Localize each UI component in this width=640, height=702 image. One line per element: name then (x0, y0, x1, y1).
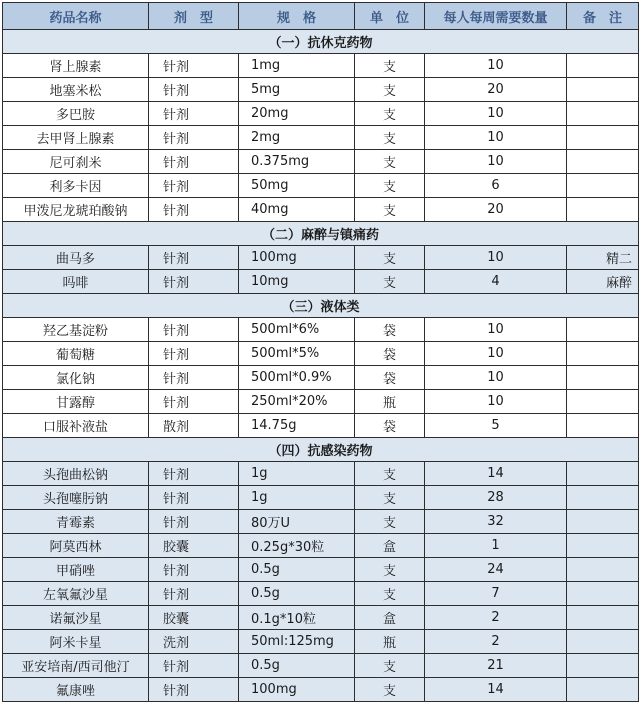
cell-form: 针剂 (149, 174, 239, 198)
cell-qty: 10 (425, 102, 567, 126)
table-row (3, 174, 639, 198)
table-row (3, 510, 639, 534)
cell-spec: 0.375mg (239, 150, 355, 174)
section-title: （三）液体类 (3, 294, 639, 318)
cell-unit: 支 (355, 582, 425, 606)
table-row (3, 678, 639, 702)
cell-unit: 瓶 (355, 390, 425, 414)
cell-note (567, 366, 639, 390)
header-form: 剂 型 (149, 3, 239, 30)
cell-name: 阿米卡星 (3, 630, 149, 654)
cell-note (567, 54, 639, 78)
cell-unit: 瓶 (355, 630, 425, 654)
cell-form: 针剂 (149, 678, 239, 702)
cell-spec: 0.5g (239, 558, 355, 582)
cell-spec: 500ml*5% (239, 342, 355, 366)
cell-form: 针剂 (149, 462, 239, 486)
cell-form: 针剂 (149, 102, 239, 126)
cell-note (567, 342, 639, 366)
cell-note (567, 630, 639, 654)
table-row (3, 78, 639, 102)
cell-note (567, 318, 639, 342)
cell-spec: 80万U (239, 510, 355, 534)
cell-name: 肾上腺素 (3, 54, 149, 78)
cell-form: 针剂 (149, 342, 239, 366)
cell-name: 甲硝唑 (3, 558, 149, 582)
cell-spec: 14.75g (239, 414, 355, 438)
cell-note: 精二 (567, 246, 639, 270)
table-row (3, 462, 639, 486)
cell-qty: 1 (425, 534, 567, 558)
cell-name: 氯化钠 (3, 366, 149, 390)
table-row (3, 126, 639, 150)
header-qty: 每人每周需要数量 (425, 3, 567, 30)
cell-unit: 支 (355, 78, 425, 102)
cell-form: 针剂 (149, 366, 239, 390)
cell-spec: 500ml*0.9% (239, 366, 355, 390)
cell-form: 针剂 (149, 390, 239, 414)
cell-form: 针剂 (149, 654, 239, 678)
table-row (3, 558, 639, 582)
cell-form: 针剂 (149, 198, 239, 222)
cell-note (567, 558, 639, 582)
cell-unit: 支 (355, 270, 425, 294)
cell-form: 针剂 (149, 54, 239, 78)
cell-note (567, 102, 639, 126)
cell-note (567, 510, 639, 534)
section-title: （四）抗感染药物 (3, 438, 639, 462)
cell-name: 曲马多 (3, 246, 149, 270)
cell-note (567, 78, 639, 102)
cell-form: 针剂 (149, 270, 239, 294)
header-unit: 单 位 (355, 3, 425, 30)
cell-qty: 10 (425, 342, 567, 366)
cell-form: 针剂 (149, 582, 239, 606)
drug-table (2, 2, 639, 702)
cell-spec: 1g (239, 486, 355, 510)
cell-qty: 10 (425, 390, 567, 414)
table-row (3, 150, 639, 174)
cell-name: 尼可刹米 (3, 150, 149, 174)
cell-name: 吗啡 (3, 270, 149, 294)
header-row (3, 3, 639, 30)
header-name: 药品名称 (3, 3, 149, 30)
cell-form: 针剂 (149, 558, 239, 582)
cell-qty: 14 (425, 462, 567, 486)
table-row (3, 198, 639, 222)
table-row (3, 630, 639, 654)
cell-spec: 50mg (239, 174, 355, 198)
cell-name: 阿莫西林 (3, 534, 149, 558)
cell-name: 口服补液盐 (3, 414, 149, 438)
cell-unit: 袋 (355, 366, 425, 390)
cell-name: 头孢曲松钠 (3, 462, 149, 486)
cell-unit: 支 (355, 678, 425, 702)
cell-note (567, 582, 639, 606)
cell-qty: 21 (425, 654, 567, 678)
table-row (3, 246, 639, 270)
cell-unit: 支 (355, 486, 425, 510)
cell-spec: 100mg (239, 246, 355, 270)
cell-note (567, 486, 639, 510)
cell-spec: 0.1g*10粒 (239, 606, 355, 630)
cell-spec: 40mg (239, 198, 355, 222)
cell-form: 针剂 (149, 150, 239, 174)
cell-note (567, 390, 639, 414)
cell-unit: 支 (355, 558, 425, 582)
cell-unit: 支 (355, 150, 425, 174)
cell-qty: 14 (425, 678, 567, 702)
cell-qty: 24 (425, 558, 567, 582)
cell-spec: 50ml:125mg (239, 630, 355, 654)
table-row (3, 318, 639, 342)
cell-qty: 7 (425, 582, 567, 606)
cell-unit: 支 (355, 462, 425, 486)
header-note: 备 注 (567, 3, 639, 30)
table-row (3, 606, 639, 630)
cell-note: 麻醉 (567, 270, 639, 294)
table-row (3, 102, 639, 126)
table-row (3, 54, 639, 78)
cell-unit: 袋 (355, 342, 425, 366)
section-header (3, 222, 639, 246)
cell-form: 洗剂 (149, 630, 239, 654)
cell-name: 葡萄糖 (3, 342, 149, 366)
table-row (3, 342, 639, 366)
cell-form: 针剂 (149, 78, 239, 102)
cell-note (567, 414, 639, 438)
cell-spec: 10mg (239, 270, 355, 294)
cell-qty: 6 (425, 174, 567, 198)
cell-form: 针剂 (149, 486, 239, 510)
cell-spec: 1g (239, 462, 355, 486)
cell-note (567, 654, 639, 678)
cell-spec: 100mg (239, 678, 355, 702)
cell-name: 氟康唑 (3, 678, 149, 702)
section-header (3, 294, 639, 318)
cell-qty: 10 (425, 318, 567, 342)
cell-unit: 支 (355, 126, 425, 150)
cell-unit: 支 (355, 54, 425, 78)
cell-unit: 袋 (355, 414, 425, 438)
cell-spec: 0.5g (239, 654, 355, 678)
cell-qty: 10 (425, 126, 567, 150)
cell-name: 左氧氟沙星 (3, 582, 149, 606)
cell-spec: 20mg (239, 102, 355, 126)
cell-spec: 0.5g (239, 582, 355, 606)
table-row (3, 582, 639, 606)
cell-qty: 10 (425, 366, 567, 390)
cell-form: 针剂 (149, 126, 239, 150)
section-title: （二）麻醉与镇痛药 (3, 222, 639, 246)
cell-unit: 支 (355, 174, 425, 198)
cell-name: 诺氟沙星 (3, 606, 149, 630)
cell-note (567, 606, 639, 630)
cell-name: 甲泼尼龙琥珀酸钠 (3, 198, 149, 222)
cell-form: 散剂 (149, 414, 239, 438)
cell-form: 针剂 (149, 246, 239, 270)
cell-qty: 2 (425, 606, 567, 630)
cell-note (567, 678, 639, 702)
cell-name: 头孢噻肟钠 (3, 486, 149, 510)
section-title: （一）抗休克药物 (3, 30, 639, 54)
header-spec: 规 格 (239, 3, 355, 30)
cell-name: 甘露醇 (3, 390, 149, 414)
cell-name: 去甲肾上腺素 (3, 126, 149, 150)
cell-spec: 5mg (239, 78, 355, 102)
cell-qty: 20 (425, 198, 567, 222)
cell-qty: 10 (425, 150, 567, 174)
cell-note (567, 198, 639, 222)
cell-unit: 盒 (355, 606, 425, 630)
cell-qty: 20 (425, 78, 567, 102)
cell-unit: 支 (355, 102, 425, 126)
cell-note (567, 462, 639, 486)
cell-form: 针剂 (149, 318, 239, 342)
cell-name: 利多卡因 (3, 174, 149, 198)
cell-qty: 28 (425, 486, 567, 510)
table-row (3, 414, 639, 438)
cell-name: 青霉素 (3, 510, 149, 534)
section-header (3, 438, 639, 462)
table-row (3, 366, 639, 390)
cell-unit: 支 (355, 654, 425, 678)
cell-unit: 支 (355, 510, 425, 534)
table-row (3, 534, 639, 558)
cell-unit: 盒 (355, 534, 425, 558)
cell-note (567, 126, 639, 150)
cell-unit: 袋 (355, 318, 425, 342)
cell-unit: 支 (355, 198, 425, 222)
cell-spec: 1mg (239, 54, 355, 78)
cell-note (567, 534, 639, 558)
table-row (3, 390, 639, 414)
cell-name: 地塞米松 (3, 78, 149, 102)
section-header (3, 30, 639, 54)
cell-qty: 5 (425, 414, 567, 438)
cell-spec: 500ml*6% (239, 318, 355, 342)
cell-note (567, 174, 639, 198)
cell-qty: 10 (425, 54, 567, 78)
table-row (3, 486, 639, 510)
cell-form: 胶囊 (149, 534, 239, 558)
table-body (3, 30, 639, 702)
cell-form: 胶囊 (149, 606, 239, 630)
cell-qty: 32 (425, 510, 567, 534)
table-row (3, 270, 639, 294)
cell-form: 针剂 (149, 510, 239, 534)
cell-unit: 支 (355, 246, 425, 270)
cell-note (567, 150, 639, 174)
cell-spec: 2mg (239, 126, 355, 150)
cell-name: 羟乙基淀粉 (3, 318, 149, 342)
cell-name: 多巴胺 (3, 102, 149, 126)
cell-qty: 10 (425, 246, 567, 270)
cell-name: 亚安培南/西司他汀 (3, 654, 149, 678)
cell-qty: 2 (425, 630, 567, 654)
cell-qty: 4 (425, 270, 567, 294)
table-row (3, 654, 639, 678)
cell-spec: 0.25g*30粒 (239, 534, 355, 558)
cell-spec: 250ml*20% (239, 390, 355, 414)
